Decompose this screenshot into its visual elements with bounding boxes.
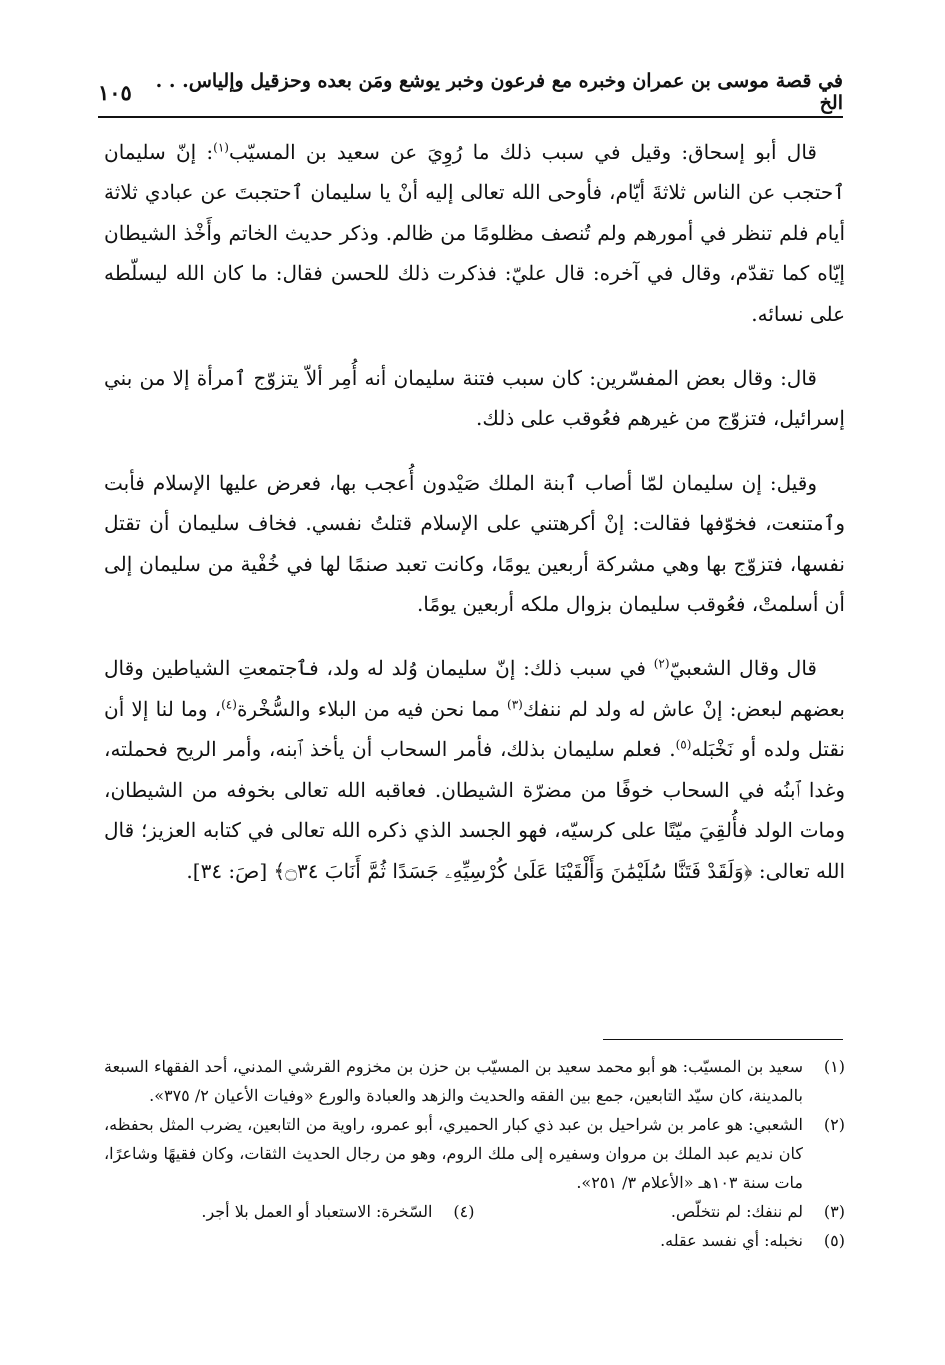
footnote-ref: (٥) xyxy=(675,737,692,752)
paragraph-1: قال أبو إسحاق: وقيل في سبب ذلك ما رُوِيَ عن سعيد بن المسيّب$^{(١)}$: إنّ سليمان ٱحتجب عن الناس ثلاثةَ أيّام، فأوحى الله تعالى إليه أنْ يا سليمان ٱحتجبتَ عن عبادي ثلاثة أيام فلم تنظر في أمورهم ولم تُنصف مظلومًا من ظالم. وذكر حديث الخاتم وأَخْذ الشيطان إيّاه كما تقدّم، وقال في آخره: قال عليّ: فذكرت ذلك للحسن فقال: ما كان الله ليسلّطه على نسائه. xyxy=(104,140,845,326)
footnote-number: (١) xyxy=(823,1057,845,1076)
main-text xyxy=(104,132,845,891)
footnote-number: (٤) xyxy=(453,1202,475,1221)
footnote-2 xyxy=(104,1110,845,1197)
footnote-text: نخبله: أي نفسد عقله. xyxy=(660,1231,803,1250)
footnote-text: سعيد بن المسيّب: هو أبو محمد سعيد بن المسيّب بن حزن بن مخزوم القرشي المدني، أحد الفقهاء السبعة بالمدينة، كان سيّد التابعين، جمع بين الفقه والحديث والزهد والعبادة والورع «وفيات الأعيان ٢/ ٣٧٥». xyxy=(104,1057,803,1105)
footnote-number: (٥) xyxy=(823,1231,845,1250)
header-title: في قصة موسى بن عمران وخبره مع فرعون وخبر يوشع ومَن بعده وحزقيل وإلياس. . . الخ xyxy=(155,70,843,114)
paragraph-4: قال وقال الشعبيّ$^{(٢)}$ في سبب ذلك: إنّ سليمان وُلد له ولد، فٱجتمعتِ الشياطين وقال بعضهم لبعض: إنْ عاش له ولد لم ننفك$^{(٣)}$ مما نحن فيه من البلاء والسُّخْرة$^{(٤)}$، وما لنا إلا أن نقتل ولده أو نَخْبَله$^{(٥)}$. فعلم سليمان بذلك، فأمر السحاب أن يأخذ ٱبنه، وأمر الريح فحملته، وغدا ٱبنُه في السحاب خوفًا من مضرّة الشيطان. فعاقبه الله تعالى بخوفه من الشيطان، ومات الولد فأُلقِيَ ميّتًا على كرسيّه، فهو الجسد الذي ذكره الله تعالى في كتابه العزيز؛ قال الله تعالى: ﴿وَلَقَدْ فَتَنَّا سُلَيْمَٰنَ وَأَلْقَيْنَا عَلَىٰ كُرْسِيِّهِۦ جَسَدًا ثُمَّ أَنَابَ ۝٣٤﴾ [صَ: ٣٤]. xyxy=(104,656,845,883)
paragraph-2: قال: وقال بعض المفسّرين: كان سبب فتنة سليمان أنه أُمِر ألاّ يتزوّج ٱمرأة إلا من بني إسرائيل، فتزوّج من غيرهم فعُوقب على ذلك. xyxy=(104,366,845,431)
footnote-number: (٢) xyxy=(823,1115,845,1134)
footnote-row xyxy=(104,1197,845,1226)
footnote-5 xyxy=(104,1226,845,1255)
footnote-ref: (١) xyxy=(213,140,229,155)
paragraph-3: وقيل: إن سليمان لمّا أصاب ٱبنة الملك صَيْدون أُعجب بها، فعرض عليها الإسلام فأبت وٱمتنعت، فخوّفها فقالت: إنْ أكرهتني على الإسلام قتلتُ نفسي. فخاف سليمان أن تقتل نفسها، فتزوّج بها وهي مشركة أربعين يومًا، وكانت تعبد صنمًا لها في خُفْية من سليمان إلى أن أسلمتْ، فعُوقب سليمان بزوال ملكه أربعين يومًا. xyxy=(104,470,845,617)
footnote-text: السّخرة: الاستعباد أو العمل بلا أجر. xyxy=(201,1202,433,1221)
footnote-text: الشعبي: هو عامر بن شراحيل بن عبد ذي كبار الحميري، أبو عمرو، راوية من التابعين، يضرب المثل بحفظه، كان نديم عبد الملك بن مروان وسفيره إلى ملك الروم، وهو من رجال الحديث الثقات، وكان فقيهًا وشاعرًا، مات سنة ١٠٣هـ «الأعلام ٣/ ٢٥١». xyxy=(104,1115,803,1192)
footnote-text: لم ننفك: لم نتخلّص. xyxy=(670,1202,803,1221)
footnote-number: (٣) xyxy=(823,1202,845,1221)
footnotes xyxy=(104,1052,845,1255)
footnote-3 xyxy=(475,1197,846,1226)
footnote-ref: (٣) xyxy=(507,697,523,712)
footnote-1 xyxy=(104,1052,845,1110)
running-header xyxy=(98,70,843,114)
footnote-4 xyxy=(104,1197,475,1226)
footnote-ref: (٤) xyxy=(221,697,237,712)
page-number: ١٠٥ xyxy=(98,79,132,105)
footnote-rule xyxy=(603,1039,843,1040)
footnote-ref: (٢) xyxy=(653,656,670,671)
header-rule xyxy=(98,116,843,118)
